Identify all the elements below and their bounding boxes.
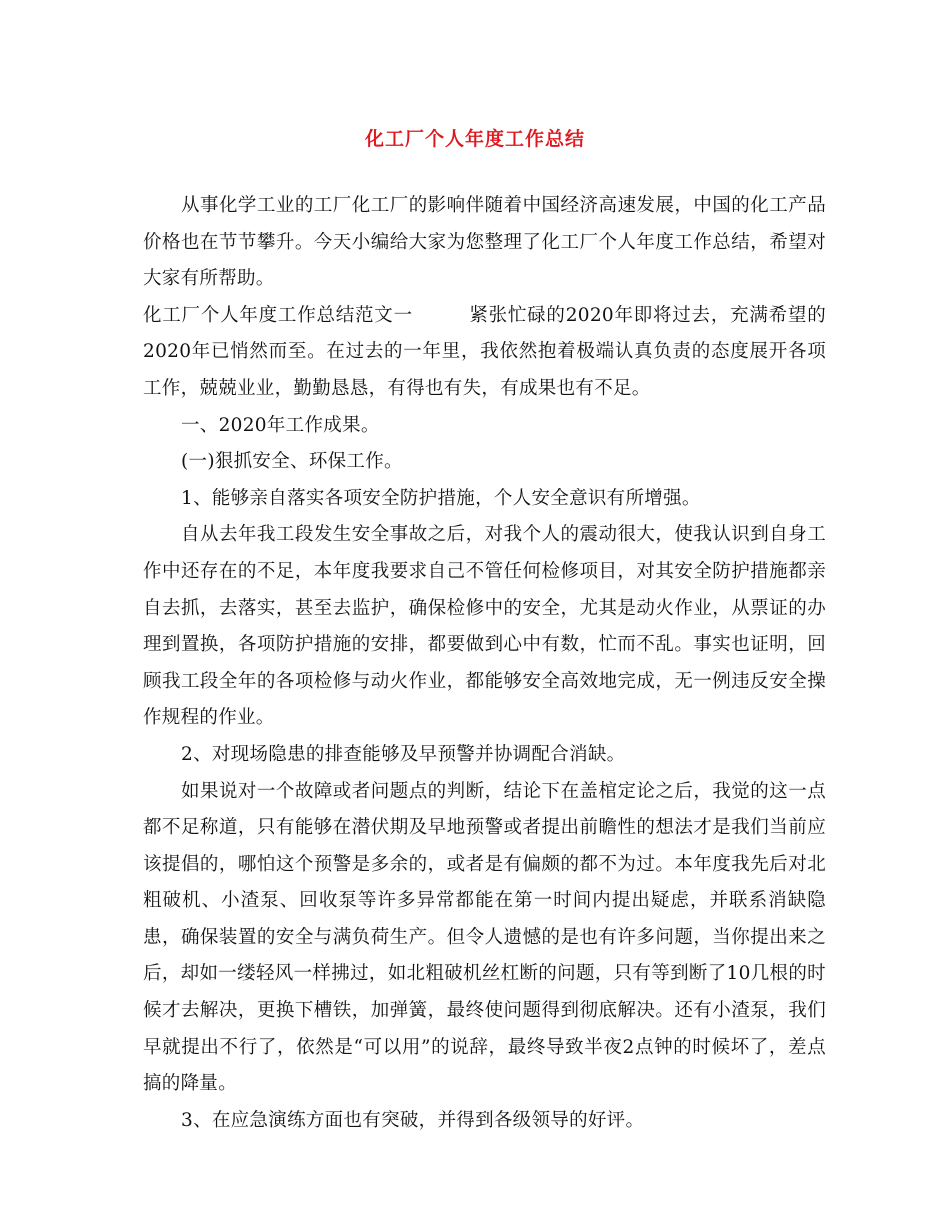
heading-1: 一、2020年工作成果。: [181, 414, 380, 436]
document-title: 化工厂个人年度工作总结: [364, 128, 585, 150]
item-1-body: 自从去年我工段发生安全事故之后，对我个人的震动很大，使我认识到自身工作中还存在的不足，本年度我要求自己不管任何检修项目，对其安全防护措施都亲自去抓，去落实，甚至去监护，确保检修中的安全，尤其是动火作业，从票证的办理到置换，各项防护措施的安排，都要做到心中有数，忙而不乱。事实也证明，回顾我工段全年的各项检修与动火作业，都能够安全高效地完成，无一例违反安全操作规程的作业。: [143, 524, 826, 729]
item-1-title: 1、能够亲自落实各项安全防护措施，个人安全意识有所增强。: [181, 487, 701, 509]
item-3-title: 3、在应急演练方面也有突破，并得到各级领导的好评。: [181, 1109, 645, 1131]
document-body: [143, 188, 826, 1139]
section-heading: 化工厂个人年度工作总结范文一: [143, 304, 413, 326]
section-paragraph: [143, 298, 826, 408]
intro-paragraph: 从事化学工业的工厂化工厂的影响伴随着中国经济高速发展，中国的化工产品价格也在节节攀升。今天小编给大家为您整理了化工厂个人年度工作总结，希望对大家有所帮助。: [143, 195, 826, 290]
heading-1-1: (一)狠抓安全、环保工作。: [181, 451, 403, 473]
item-2-title: 2、对现场隐患的排查能够及早预警并协调配合消缺。: [181, 743, 626, 765]
item-2-body: 如果说对一个故障或者问题点的判断，结论下在盖棺定论之后，我觉的这一点都不足称道，只有能够在潜伏期及早地预警或者提出前瞻性的想法才是我们当前应该提倡的，哪怕这个预警是多余的，或者是有偏颇的都不为过。本年度我先后对北粗破机、小渣泵、回收泵等许多异常都能在第一时间内提出疑虑，并联系消缺隐患，确保装置的安全与满负荷生产。但令人遗憾的是也有许多问题，当你提出来之后，却如一缕轻风一样拂过，如北粗破机丝杠断的问题，只有等到断了10几根的时候才去解决，更换下槽铁，加弹簧，最终使问题得到彻底解决。还有小渣泵，我们早就提出不行了，依然是“可以用”的说辞，最终导致半夜2点钟的时候坏了，差点搞的降量。: [143, 780, 826, 1095]
section-opening: 紧张忙碌的2020年即将过去，充满希望的2020年已悄然而至。在过去的一年里，我依然抱着极端认真负责的态度展开各项工作，兢兢业业，勤勤恳恳，有得也有失，有成果也有不足。: [143, 304, 826, 399]
